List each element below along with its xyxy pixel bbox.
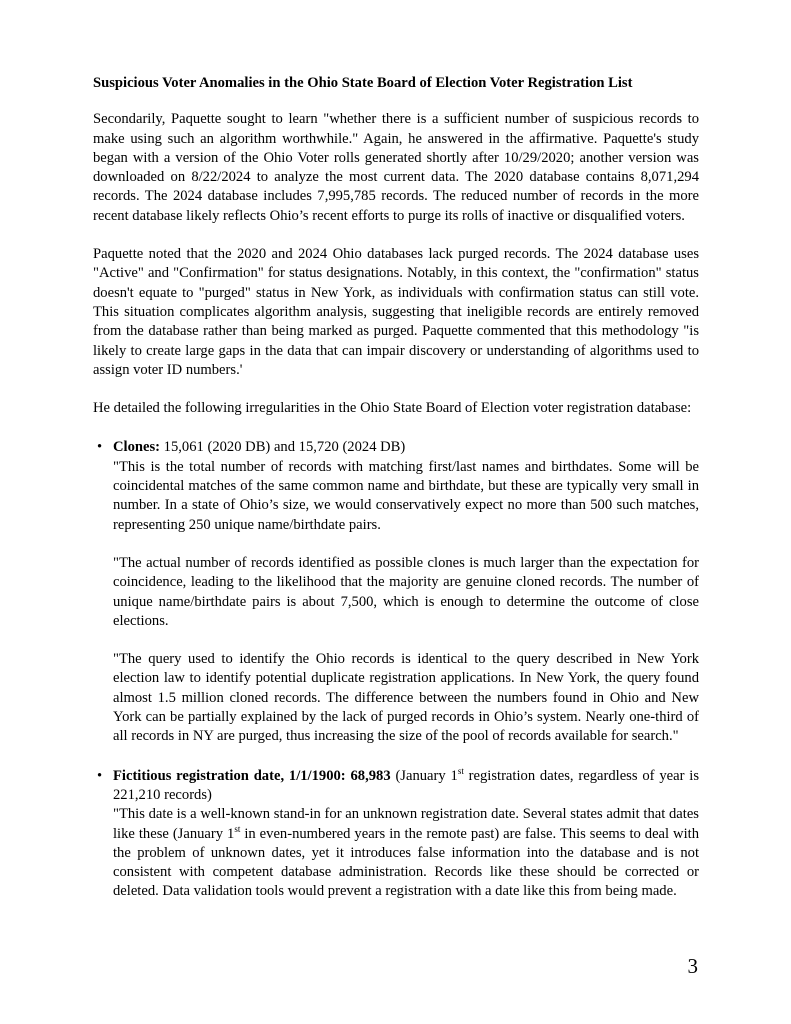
page-number: 3 bbox=[687, 954, 698, 978]
list-item-clones bbox=[93, 438, 699, 746]
section-heading: Suspicious Voter Anomalies in the Ohio State Board of Election Voter Registration List bbox=[93, 75, 633, 91]
bullet-icon: • bbox=[97, 767, 103, 784]
clones-paragraph-3: "The query used to identify the Ohio records is identical to the query described in New York election law to identify potential duplicate registration applications. In New York, the query found almost 1.5 million cloned records. The difference between the numbers found in Ohio and New York can be partially explained by the lack of purged records in Ohio’s system. Nearly one-third of all records in NY are purged, thus increasing the size of the pool of records available for search." bbox=[113, 651, 699, 745]
fictitious-date-title: Fictitious registration date, 1/1/1900: 68,983 bbox=[113, 767, 391, 784]
fictitious-date-summary: Fictitious registration date, 1/1/1900: 68,983 (January 1st registration dates, regardless of year is 221,210 records) bbox=[113, 765, 700, 803]
clones-summary bbox=[113, 438, 699, 457]
clones-paragraph-1: "This is the total number of records with matching first/last names and birthdates. Some will be coincidental matches of the same common name and birthdate, but these are typically very small in number. In a state of Ohio’s size, we would conservatively expect no more than 500 such matches, representing 250 unique name/birthdate pairs. bbox=[113, 458, 699, 533]
document-page bbox=[93, 74, 699, 902]
paragraph-intro: Secondarily, Paquette sought to learn "whether there is a sufficient number of suspicious records to make using such an algorithm worthwhile." Again, he answered in the affirmative. Paquette's study began with a version of the Ohio Voter rolls generated shortly after 10/29/2020; another version was downloaded on 8/22/2024 to analyze the most current data. The 2020 database contains 8,071,294 records. The 2024 database includes 7,995,785 records. The reduced number of records in the more recent database likely reflects Ohio’s recent efforts to purge its rolls of inactive or disqualified voters. bbox=[93, 111, 699, 224]
irregularities-list bbox=[93, 438, 699, 901]
clones-counts: 15,061 (2020 DB) and 15,720 (2024 DB) bbox=[160, 439, 406, 456]
paragraph-irregularities-intro: He detailed the following irregularities in the Ohio State Board of Election voter registration database: bbox=[93, 400, 692, 417]
fictitious-date-paragraph: "This date is a well-known stand-in for an unknown registration date. Several states admit that dates like these (January 1st in even-numbered years in the remote past) are false. This seems to deal with the problem of unknown dates, yet it introduces false information into the database and is not consistent with competent database administration. Records like these should be corrected or deleted. Data validation tools would prevent a registration with a date like this from being made. bbox=[113, 806, 700, 900]
list-item-fictitious-date bbox=[93, 767, 699, 902]
clones-title: Clones: bbox=[113, 439, 161, 456]
clones-paragraph-2: "The actual number of records identified as possible clones is much larger than the expectation for coincidence, leading to the likelihood that the majority are genuine cloned records. The number of unique name/birthdate pairs is about 7,500, which is enough to determine the outcome of close elections. bbox=[113, 554, 699, 629]
paragraph-purged-records: Paquette noted that the 2020 and 2024 Ohio databases lack purged records. The 2024 database uses "Active" and "Confirmation" for status designations. Notably, in this context, the "confirmation" status doesn't equate to "purged" status in New York, as individuals with confirmation status can still vote. This situation complicates algorithm analysis, suggesting that ineligible records are entirely removed from the database rather than being marked as purged. Paquette commented that this methodology "is likely to create large gaps in the data that can impair discovery or understanding of algorithms used to assign voter ID numbers.' bbox=[93, 246, 699, 378]
bullet-icon: • bbox=[97, 439, 103, 456]
